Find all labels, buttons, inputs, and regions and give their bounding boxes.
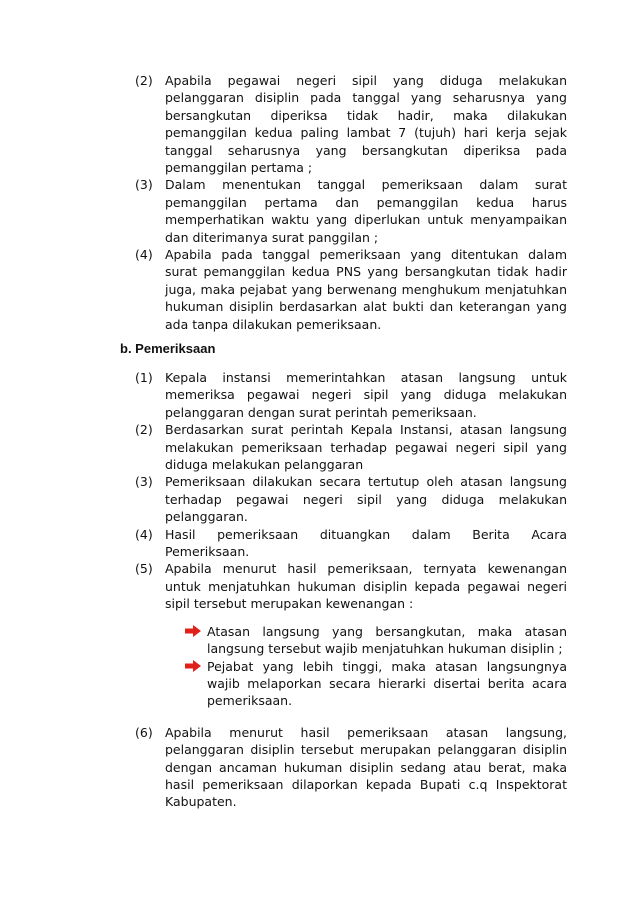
item-text: Berdasarkan surat perintah Kepala Instansi, atasan langsung melakukan pemeriksaan terhadap pegawai negeri sipil yang diduga melakukan pelanggaran — [165, 422, 567, 473]
list-item — [135, 176, 567, 246]
item-number: (4) — [135, 247, 153, 263]
bullet-text: Atasan langsung yang bersangkutan, maka atasan langsung tersebut wajib menjatuhkan hukuman disiplin ; — [207, 623, 567, 657]
list-item — [135, 526, 567, 561]
item-text: Pemeriksaan dilakukan secara tertutup oleh atasan langsung terhadap pegawai negeri sipil yang diduga melakukan pelanggaran. — [165, 474, 567, 525]
item-text: Kepala instansi memerintahkan atasan langsung untuk memeriksa pegawai negeri sipil yang diduga melakukan pelanggaran dengan surat perintah pemeriksaan. — [165, 370, 567, 420]
bullet-item — [185, 658, 567, 710]
list-item — [135, 421, 567, 473]
item-text: Apabila menurut hasil pemeriksaan, ternyata kewenangan untuk menjatuhkan hukuman disiplin kepada pegawai negeri sipil tersebut merupakan kewenangan : — [165, 561, 567, 612]
item-text: Hasil pemeriksaan dituangkan dalam Berita Acara Pemeriksaan. — [165, 526, 567, 560]
item-body — [165, 560, 567, 723]
list-item — [135, 72, 567, 176]
bullet-list — [165, 623, 567, 710]
item-number: (4) — [135, 526, 153, 542]
item-number: (3) — [135, 474, 153, 490]
item-number: (3) — [135, 177, 153, 193]
item-number: (5) — [135, 561, 153, 577]
list-item — [135, 473, 567, 525]
list-item — [135, 724, 567, 811]
item-number: (2) — [135, 422, 153, 438]
item-text: Apabila pegawai negeri sipil yang diduga melakukan pelanggaran disiplin pada tanggal yang seharusnya yang bersangkutan diperiksa tidak hadir, maka dilakukan pemanggilan kedua paling lambat 7 (tujuh) hari kerja sejak tanggal seharusnya yang bersangkutan diperiksa pada pemanggilan pertama ; — [165, 73, 567, 176]
item-number: (2) — [135, 73, 153, 88]
list-item — [135, 246, 567, 333]
list-item — [135, 369, 567, 421]
section-b-list — [135, 369, 567, 811]
section-b-heading: b. Pemeriksaan — [120, 341, 216, 356]
list-item — [135, 560, 567, 723]
item-text: Dalam menentukan tanggal pemeriksaan dalam surat pemanggilan pertama dan pemanggilan kedua harus memperhatikan waktu yang diperlukan untuk menyampaikan dan diterimanya surat panggilan ; — [165, 177, 567, 245]
bullet-item — [185, 623, 567, 658]
red-arrow-icon — [185, 658, 207, 675]
item-text: Apabila menurut hasil pemeriksaan atasan langsung, pelanggaran disiplin tersebut merupakan pelanggaran disiplin dengan ancaman hukuman disiplin sedang atau berat, maka hasil pemeriksaan dilaporkan kepada Bupati c.q Inspektorat Kabupaten. — [165, 724, 567, 810]
section-a-list — [135, 72, 567, 333]
red-arrow-icon — [185, 623, 207, 640]
item-text: Apabila pada tanggal pemeriksaan yang ditentukan dalam surat pemanggilan kedua PNS yang bersangkutan tidak hadir juga, maka pejabat yang berwenang menghukum menjatuhkan hukuman disiplin berdasarkan alat bukti dan keterangan yang ada tanpa dilakukan pemeriksaan. — [165, 247, 567, 332]
item-number: (1) — [135, 370, 153, 385]
bullet-text: Pejabat yang lebih tinggi, maka atasan langsungnya wajib melaporkan secara hierarki disertai berita acara pemeriksaan. — [207, 658, 567, 709]
item-number: (6) — [135, 724, 153, 740]
